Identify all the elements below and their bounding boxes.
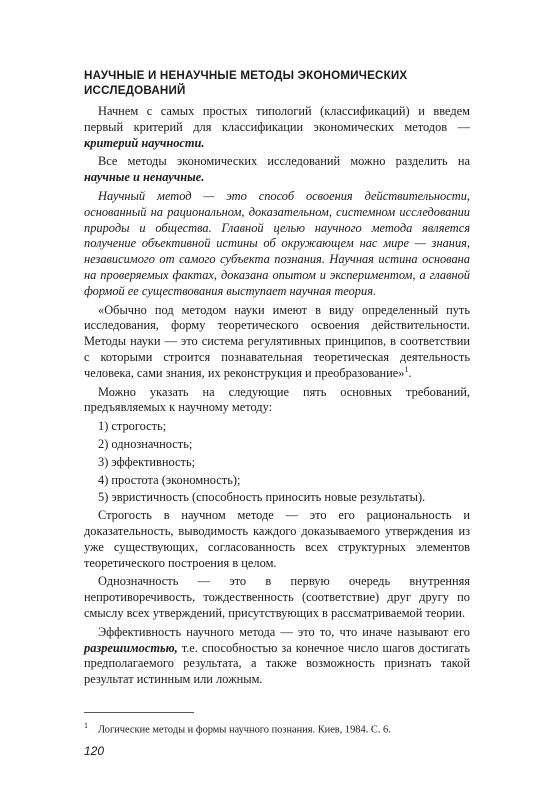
page-number: 120: [84, 744, 105, 758]
section-heading: НАУЧНЫЕ И НЕНАУЧНЫЕ МЕТОДЫ ЭКОНОМИЧЕСКИХ ИССЛЕДОВАНИЙ: [84, 69, 408, 97]
paragraph-intro: [84, 104, 470, 151]
footnote-divider: [84, 712, 194, 713]
footnote-number: 1: [84, 721, 88, 730]
paragraph-quote: [84, 303, 470, 382]
paragraph-division-text: Все методы экономических исследований можно разделить на: [98, 154, 470, 169]
paragraph-requirements-intro: Можно указать на следующие пять основных требований, предъявляемых к научному методу:: [84, 384, 470, 415]
list-item: 2) однозначность;: [98, 436, 193, 451]
paragraph-unambiguity: Однозначность — это в первую очередь внутренняя непротиворечивость, тождественность (соответствие) друг другу по смыслу всех утверждений, присутствующих в рассматриваемой теории.: [84, 574, 470, 620]
list-item: 3) эффективность;: [98, 454, 196, 469]
paragraph-efficiency-start: Эффективность научного метода — это то, что иначе называют его: [98, 624, 470, 639]
quote-end: .: [408, 365, 412, 380]
requirements-list: [84, 419, 470, 506]
body-text: [84, 104, 470, 688]
list-item: 4) простота (экономность);: [98, 472, 241, 487]
term-scientific-nonscientific: научные и ненаучные.: [84, 170, 205, 185]
footnote-ref[interactable]: 1: [404, 364, 409, 374]
quote-text: «Обычно под методом науки имеют в виду определенный путь исследования, форму теоретического освоения действительности. Методы науки — это система регулятивных принципов, в соответствии с которыми строится познавательная теоретическая деятельность человека, сами знания, их реконструкция и преобразование»: [84, 302, 470, 380]
paragraph-intro-text: Начнем с самых простых типологий (классификаций) и введем первый критерий для классификации экономических методов —: [84, 104, 470, 134]
paragraph-definition: Научный метод — это способ освоения действительности, основанный на рациональном, доказательном, системном исследовании природы и общества. Главной целью научного метода является получение объективной истины об окружающем нас мире — знания, независимого от самого субъекта познания. Научная истина основана на проверяемых фактах, доказана опытом и экспериментом, а главной формой ее существования выступает научная теория.: [84, 188, 470, 298]
list-item: 1) строгость;: [98, 419, 167, 434]
paragraph-rigor: Строгость в научном методе — это его рациональность и доказательность, выводимость каждого доказываемого утверждения из уже существующих, согласованность всех структурных элементов теоретического построения в целом.: [84, 508, 470, 570]
footnote: [84, 719, 470, 736]
term-solvability: разрешимостью,: [84, 640, 178, 655]
paragraph-efficiency-end: т.е. способностью за конечное число шагов достигать предполагаемого результата, а также возможность признать такой результат истинным или ложным.: [84, 640, 470, 687]
list-item: 5) эвристичность (способность приносить новые результаты).: [98, 490, 426, 505]
term-scientificity: критерий научности.: [84, 135, 205, 150]
paragraph-efficiency: [84, 625, 470, 688]
paragraph-division: [84, 154, 470, 186]
footnote-text: Логические методы и формы научного познания. Киев, 1984. С. 6.: [98, 724, 391, 736]
